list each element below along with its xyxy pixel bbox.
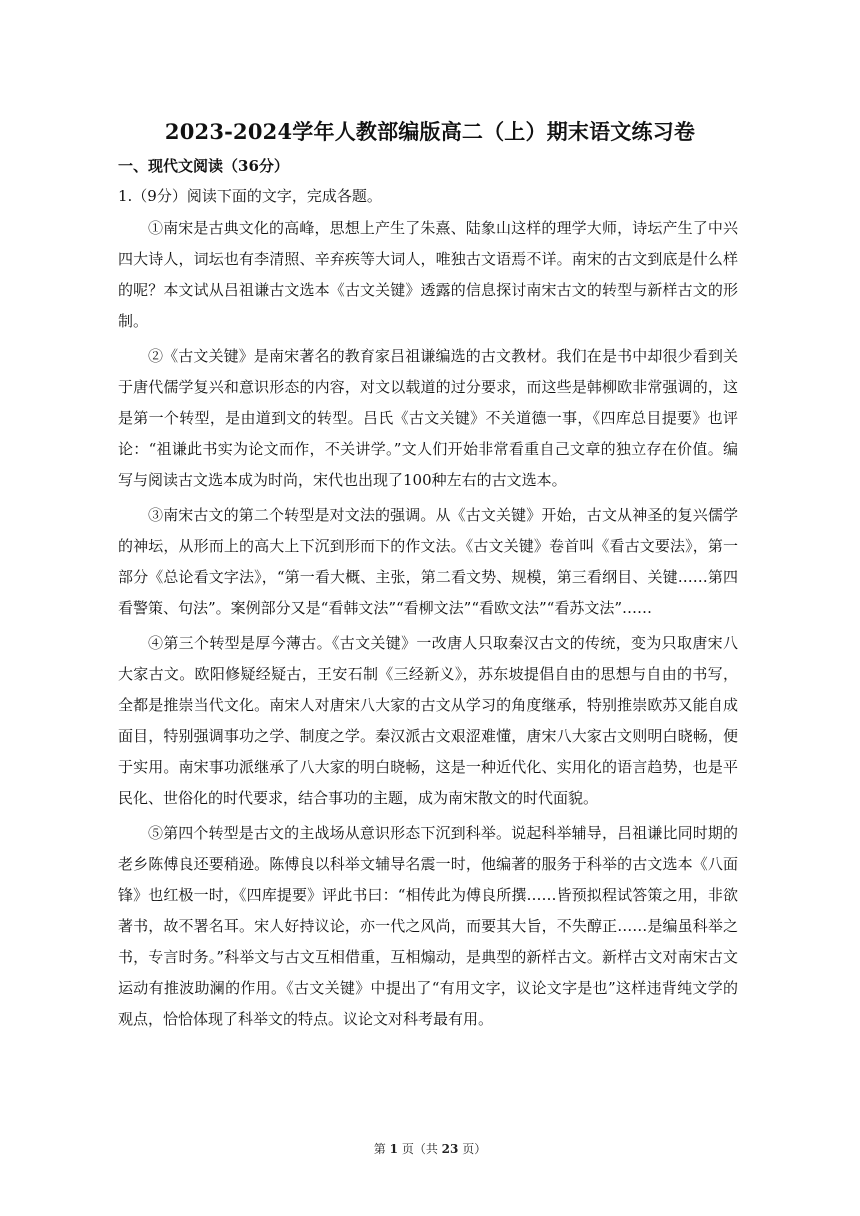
document-body — [118, 155, 738, 1039]
section-heading: 一、现代文阅读（36分） — [118, 157, 289, 175]
footer-page-number: 1 — [389, 1142, 398, 1156]
footer-total-pages: 23 — [441, 1142, 459, 1156]
paragraph-1: ①南宋是古典文化的高峰，思想上产生了朱熹、陆象山这样的理学大师，诗坛产生了中兴四大诗人，词坛也有李清照、辛弃疾等大词人，唯独古文语焉不详。南宋的古文到底是什么样的呢？本文试从吕祖谦古文选本《古文关键》透露的信息探讨南宋古文的转型与新样古文的形制。 — [118, 219, 738, 330]
paragraph-4: ④第三个转型是厚今薄古。《古文关键》一改唐人只取秦汉古文的传统，变为只取唐宋八大家古文。欧阳修疑经疑古，王安石制《三经新义》，苏东坡提倡自由的思想与自由的书写，全都是推崇当代文化。南宋人对唐宋八大家的古文从学习的角度继承，特别推崇欧苏又能自成面目，特别强调事功之学、制度之学。秦汉派古文艰涩难懂，唐宋八大家古文则明白晓畅，便于实用。南宋事功派继承了八大家的明白晓畅，这是一种近代化、实用化的语言趋势，也是平民化、世俗化的时代要求，结合事功的主题，成为南宋散文的时代面貌。 — [118, 634, 738, 807]
footer-prefix: 第 — [373, 1142, 386, 1156]
question-intro: 1.（9分）阅读下面的文字，完成各题。 — [118, 187, 382, 205]
paragraph-3: ③南宋古文的第二个转型是对文法的强调。从《古文关键》开始，古文从神圣的复兴儒学的神坛，从形而上的高大上下沉到形而下的作文法。《古文关键》卷首叫《看古文要法》，第一部分《总论看文字法》，“第一看大概、主张，第二看文势、规模，第三看纲目、关键……第四看警策、句法”。案例部分又是“看韩文法”“看柳文法”“看欧文法”“看苏文法”…… — [118, 506, 738, 617]
document-title: 2023-2024学年人教部编版高二（上）期末语文练习卷 — [164, 119, 696, 144]
footer-middle: 页（共 — [401, 1142, 438, 1156]
paragraph-5: ⑤第四个转型是古文的主战场从意识形态下沉到科举。说起科举辅导，吕祖谦比同时期的老乡陈傅良还要稍逊。陈傅良以科举文辅导名震一时，他编著的服务于科举的古文选本《八面锋》也红极一时，《四库提要》评此书曰：“相传此为傅良所撰……皆预拟程试答策之用，非欲著书，故不署名耳。宋人好持议论，亦一代之风尚，而要其大旨，不失醇正……是编虽科举之书，专言时务。”科举文与古文互相借重，互相煽动，是典型的新样古文。新样古文对南宋古文运动有推波助澜的作用。《古文关键》中提出了“有用文字，议论文字是也”这样违背纯文学的观点，恰恰体现了科举文的特点。议论文对科考最有用。 — [118, 824, 738, 1028]
footer-suffix: 页） — [462, 1142, 487, 1156]
page-footer — [0, 1140, 860, 1157]
paragraph-2: ②《古文关键》是南宋著名的教育家吕祖谦编选的古文教材。我们在是书中却很少看到关于唐代儒学复兴和意识形态的内容，对文以载道的过分要求，而这些是韩柳欧非常强调的，这是第一个转型，是由道到文的转型。吕氏《古文关键》不关道德一事，《四库总目提要》也评论：“祖谦此书实为论文而作，不关讲学。”文人们开始非常看重自己文章的独立存在价值。编写与阅读古文选本成为时尚，宋代也出现了100种左右的古文选本。 — [118, 347, 738, 489]
